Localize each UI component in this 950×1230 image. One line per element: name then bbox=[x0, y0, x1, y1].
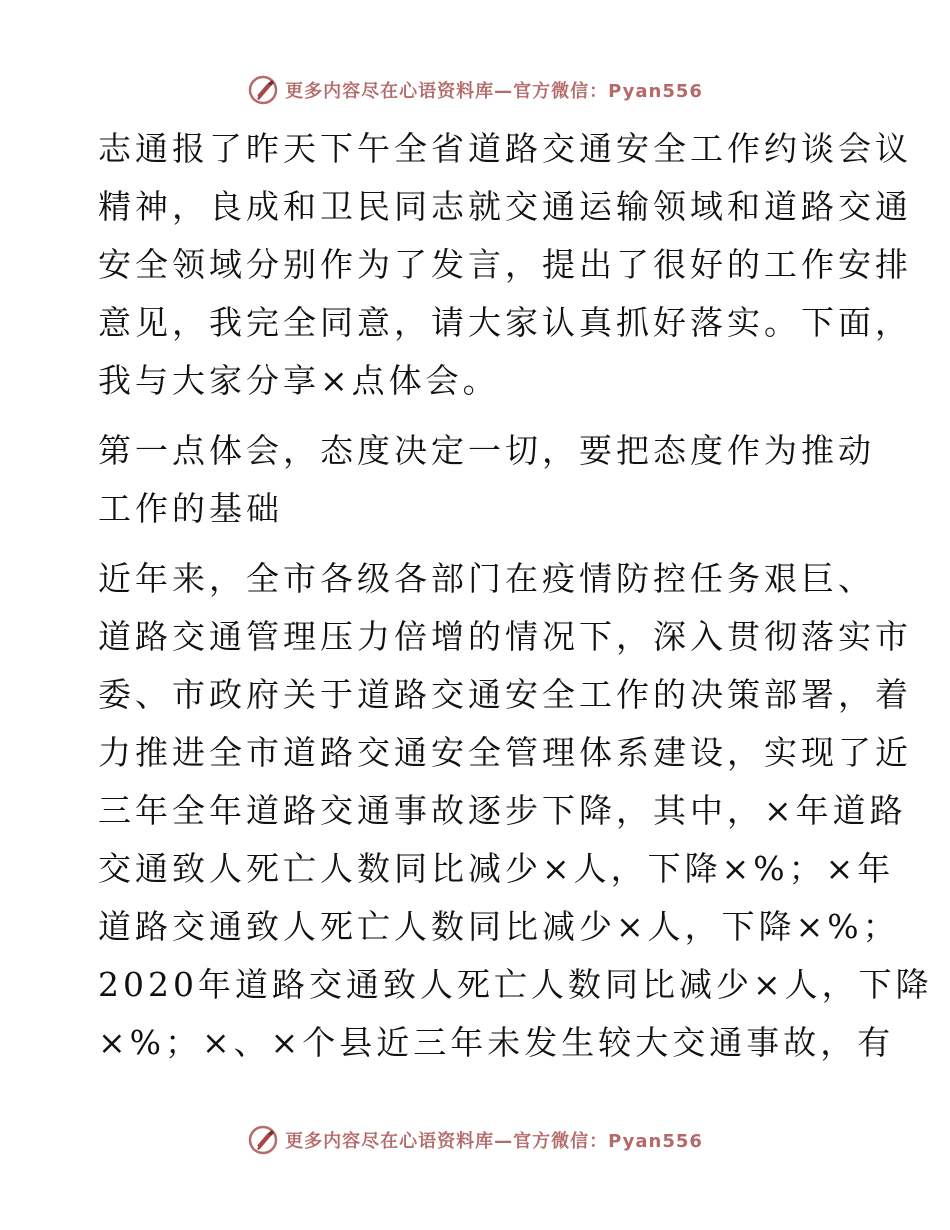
paragraph-spacer bbox=[98, 538, 858, 550]
header-watermark-banner bbox=[0, 70, 950, 110]
footer-watermark-banner bbox=[0, 1120, 950, 1160]
paragraph bbox=[98, 550, 933, 1072]
text-line: 2020年道路交通致人死亡人数同比减少×人，下降 bbox=[98, 965, 933, 1004]
text-line: 安全领域分别作为了发言，提出了很好的工作安排 bbox=[98, 245, 912, 284]
watermark-text: 更多内容尽在心语资料库—官方微信：Pyan556 bbox=[285, 81, 703, 102]
text-line: 道路交通致人死亡人数同比减少×人，下降×%； bbox=[98, 907, 900, 946]
text-line: 交通致人死亡人数同比减少×人，下降×%；×年 bbox=[98, 849, 895, 888]
text-line: 我与大家分享×点体会。 bbox=[98, 361, 500, 400]
section-heading bbox=[98, 422, 875, 538]
pen-logo-icon bbox=[247, 74, 279, 106]
paragraph bbox=[98, 120, 912, 410]
text-line: ×%；×、×个县近三年未发生较大交通事故，有 bbox=[98, 1023, 895, 1062]
text-line: 三年全年道路交通事故逐步下降，其中，×年道路 bbox=[98, 791, 907, 830]
document-body bbox=[98, 120, 933, 1072]
text-line: 近年来，全市各级各部门在疫情防控任务艰巨、 bbox=[98, 559, 875, 598]
text-line: 工作的基础 bbox=[98, 489, 283, 528]
text-line: 意见，我完全同意，请大家认真抓好落实。下面， bbox=[98, 303, 912, 342]
paragraph-spacer bbox=[98, 410, 858, 422]
text-line: 精神，良成和卫民同志就交通运输领域和道路交通 bbox=[98, 187, 912, 226]
text-line: 第一点体会，态度决定一切，要把态度作为推动 bbox=[98, 431, 875, 470]
text-line: 力推进全市道路交通安全管理体系建设，实现了近 bbox=[98, 733, 912, 772]
pen-logo-icon bbox=[247, 1124, 279, 1156]
watermark-text: 更多内容尽在心语资料库—官方微信：Pyan556 bbox=[285, 1131, 703, 1152]
text-line: 志通报了昨天下午全省道路交通安全工作约谈会议 bbox=[98, 129, 912, 168]
text-line: 委、市政府关于道路交通安全工作的决策部署，着 bbox=[98, 675, 912, 714]
text-line: 道路交通管理压力倍增的情况下，深入贯彻落实市 bbox=[98, 617, 912, 656]
